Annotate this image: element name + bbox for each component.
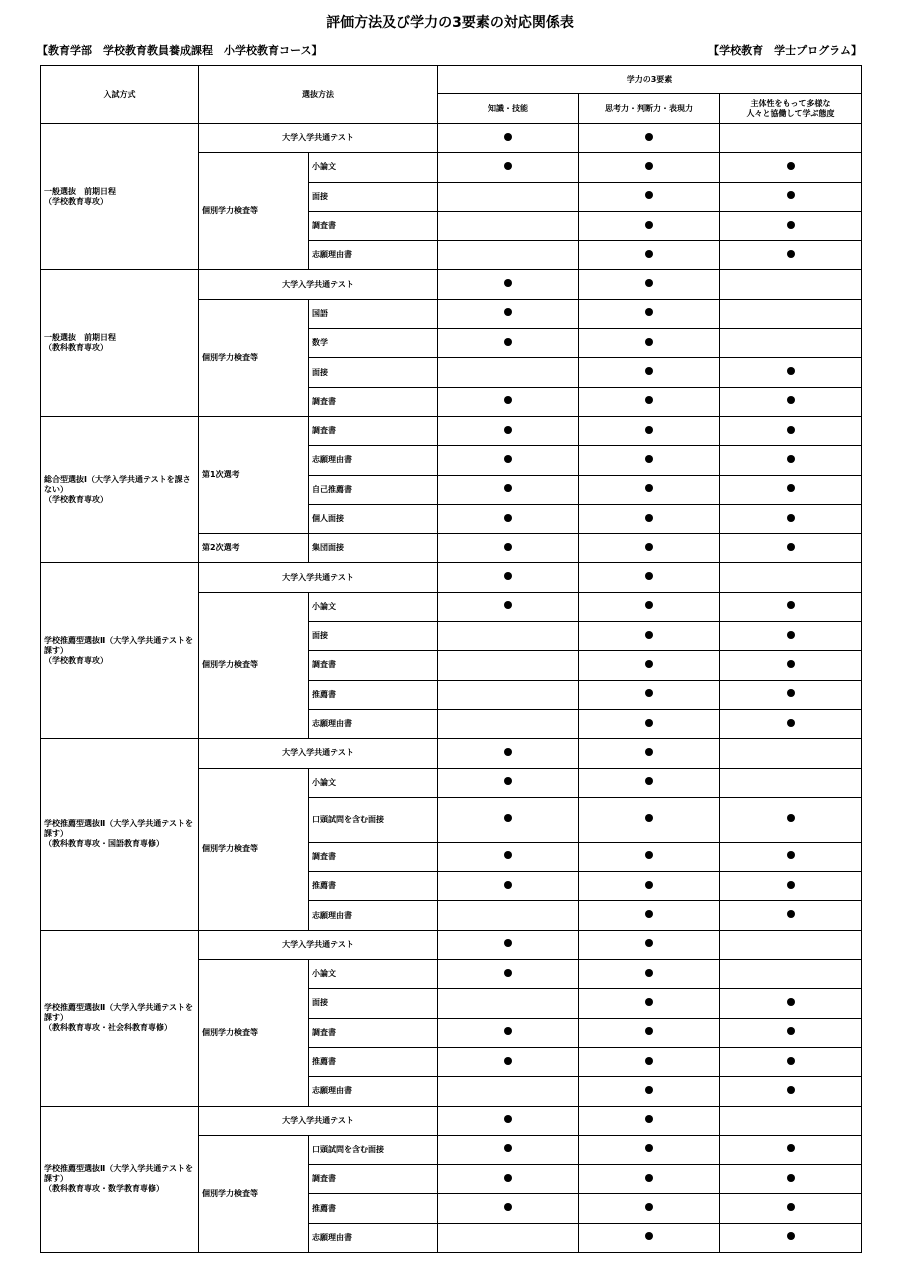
attitude-mark-cell [720,768,862,797]
knowledge-mark-cell [438,842,579,871]
attitude-mark-cell [720,1018,862,1047]
selection-group-cell: 個別学力検査等 [199,960,309,1106]
knowledge-mark-cell [438,989,579,1018]
bullet-mark [645,1057,653,1065]
bullet-mark [645,543,653,551]
attitude-mark-cell [720,504,862,533]
knowledge-mark-cell [438,153,579,182]
selection-item-cell: 面接 [309,182,438,211]
table-row [41,930,862,959]
selection-group-cell: 第1次選考 [199,416,309,533]
selection-group-cell: 個別学力検査等 [199,1135,309,1252]
knowledge-mark-cell [438,329,579,358]
page-title: 評価方法及び学力の3要素の対応関係表 [326,15,574,31]
header-elements: 学力の3要素 [438,66,862,94]
bullet-mark [787,1057,795,1065]
bullet-mark [645,601,653,609]
bullet-mark [645,514,653,522]
bullet-mark [504,1057,512,1065]
knowledge-mark-cell [438,475,579,504]
bullet-mark [645,133,653,141]
attitude-mark-cell [720,534,862,563]
bullet-mark [645,998,653,1006]
attitude-mark-cell [720,1165,862,1194]
method-cell: 学校推薦型選抜Ⅱ（大学入学共通テストを課す） （教科教育専攻・国語教育専修） [41,739,199,930]
knowledge-mark-cell [438,768,579,797]
bullet-mark [504,881,512,889]
attitude-mark-cell [720,475,862,504]
thinking-mark-cell [579,709,720,738]
bullet-mark [645,279,653,287]
selection-group-cell: 個別学力検査等 [199,153,309,270]
bullet-mark [645,572,653,580]
thinking-mark-cell [579,651,720,680]
bullet-mark [504,1027,512,1035]
bullet-mark [504,814,512,822]
bullet-mark [645,910,653,918]
knowledge-mark-cell [438,124,579,153]
bullet-mark [645,1203,653,1211]
selection-item-cell: 小論文 [309,768,438,797]
attitude-mark-cell [720,1047,862,1076]
common-test-cell: 大学入学共通テスト [199,1106,438,1135]
table-row [41,270,862,299]
selection-group-cell: 個別学力検査等 [199,768,309,930]
selection-item-cell: 国語 [309,299,438,328]
bullet-mark [645,939,653,947]
knowledge-mark-cell [438,622,579,651]
bullet-mark [645,881,653,889]
attitude-mark-cell [720,1106,862,1135]
bullet-mark [645,426,653,434]
header-attitude: 主体性をもって多様な 人々と協働して学ぶ態度 [720,94,862,124]
method-cell: 学校推薦型選抜Ⅱ（大学入学共通テストを課す） （学校教育専攻） [41,563,199,739]
bullet-mark [645,719,653,727]
attitude-mark-cell [720,358,862,387]
attitude-mark-cell [720,1135,862,1164]
bullet-mark [787,1203,795,1211]
thinking-mark-cell [579,270,720,299]
attitude-mark-cell [720,211,862,240]
bullet-mark [645,1086,653,1094]
thinking-mark-cell [579,680,720,709]
common-test-cell: 大学入学共通テスト [199,124,438,153]
knowledge-mark-cell [438,739,579,768]
selection-item-cell: 志願理由書 [309,901,438,930]
method-cell: 学校推薦型選抜Ⅱ（大学入学共通テストを課す） （教科教育専攻・数学教育専修） [41,1106,199,1252]
selection-item-cell: 小論文 [309,960,438,989]
bullet-mark [504,1174,512,1182]
selection-item-cell: 推薦書 [309,680,438,709]
attitude-mark-cell [720,872,862,901]
bullet-mark [787,367,795,375]
method-cell: 学校推薦型選抜Ⅱ（大学入学共通テストを課す） （教科教育専攻・社会科教育専修） [41,930,199,1106]
attitude-mark-cell [720,446,862,475]
attitude-mark-cell [720,416,862,445]
bullet-mark [787,191,795,199]
bullet-mark [504,777,512,785]
bullet-mark [504,1144,512,1152]
attitude-mark-cell [720,680,862,709]
table-row [41,739,862,768]
thinking-mark-cell [579,504,720,533]
bullet-mark [645,396,653,404]
header-knowledge: 知識・技能 [438,94,579,124]
attitude-mark-cell [720,1077,862,1106]
selection-item-cell: 集団面接 [309,534,438,563]
selection-item-cell: 志願理由書 [309,1223,438,1252]
knowledge-mark-cell [438,1047,579,1076]
selection-item-cell: 調査書 [309,1018,438,1047]
thinking-mark-cell [579,739,720,768]
thinking-mark-cell [579,989,720,1018]
bullet-mark [504,396,512,404]
table-row [41,563,862,592]
knowledge-mark-cell [438,416,579,445]
thinking-mark-cell [579,387,720,416]
table-row [41,416,862,445]
method-cell: 総合型選抜Ⅰ（大学入学共通テストを課さない） （学校教育専攻） [41,416,199,562]
selection-item-cell: 志願理由書 [309,1077,438,1106]
bullet-mark [645,367,653,375]
thinking-mark-cell [579,299,720,328]
knowledge-mark-cell [438,872,579,901]
attitude-mark-cell [720,182,862,211]
bullet-mark [645,191,653,199]
bullet-mark [787,250,795,258]
bullet-mark [787,221,795,229]
bullet-mark [645,1144,653,1152]
thinking-mark-cell [579,211,720,240]
bullet-mark [787,1144,795,1152]
bullet-mark [645,455,653,463]
attitude-mark-cell [720,709,862,738]
attitude-mark-cell [720,124,862,153]
selection-item-cell: 調査書 [309,416,438,445]
bullet-mark [787,162,795,170]
bullet-mark [645,221,653,229]
selection-group-cell: 個別学力検査等 [199,592,309,738]
knowledge-mark-cell [438,1194,579,1223]
thinking-mark-cell [579,768,720,797]
bullet-mark [787,631,795,639]
bullet-mark [645,1027,653,1035]
bullet-mark [787,689,795,697]
selection-item-cell: 志願理由書 [309,241,438,270]
bullet-mark [504,338,512,346]
selection-item-cell: 小論文 [309,153,438,182]
header-selection: 選抜方法 [199,66,438,124]
thinking-mark-cell [579,475,720,504]
thinking-mark-cell [579,241,720,270]
thinking-mark-cell [579,872,720,901]
thinking-mark-cell [579,329,720,358]
attitude-mark-cell [720,1223,862,1252]
knowledge-mark-cell [438,387,579,416]
bullet-mark [645,851,653,859]
common-test-cell: 大学入学共通テスト [199,270,438,299]
bullet-mark [787,455,795,463]
method-cell: 一般選抜 前期日程 （教科教育専攻） [41,270,199,416]
bullet-mark [645,1232,653,1240]
bullet-mark [645,162,653,170]
thinking-mark-cell [579,960,720,989]
knowledge-mark-cell [438,592,579,621]
thinking-mark-cell [579,1106,720,1135]
selection-item-cell: 推薦書 [309,1194,438,1223]
selection-item-cell: 調査書 [309,842,438,871]
knowledge-mark-cell [438,504,579,533]
bullet-mark [787,881,795,889]
selection-item-cell: 口頭試問を含む面接 [309,1135,438,1164]
knowledge-mark-cell [438,797,579,842]
attitude-mark-cell [720,842,862,871]
knowledge-mark-cell [438,446,579,475]
thinking-mark-cell [579,358,720,387]
thinking-mark-cell [579,153,720,182]
attitude-mark-cell [720,960,862,989]
common-test-cell: 大学入学共通テスト [199,739,438,768]
bullet-mark [787,1086,795,1094]
thinking-mark-cell [579,563,720,592]
bullet-mark [645,484,653,492]
bullet-mark [645,1115,653,1123]
bullet-mark [645,631,653,639]
knowledge-mark-cell [438,930,579,959]
bullet-mark [787,426,795,434]
bullet-mark [504,748,512,756]
bullet-mark [504,1203,512,1211]
bullet-mark [504,543,512,551]
bullet-mark [787,1027,795,1035]
bullet-mark [645,777,653,785]
header-method: 入試方式 [41,66,199,124]
selection-item-cell: 口頭試問を含む面接 [309,797,438,842]
bullet-mark [504,601,512,609]
table-row [41,124,862,153]
thinking-mark-cell [579,797,720,842]
knowledge-mark-cell [438,901,579,930]
bullet-mark [787,851,795,859]
bullet-mark [504,939,512,947]
selection-item-cell: 推薦書 [309,1047,438,1076]
thinking-mark-cell [579,124,720,153]
bullet-mark [787,601,795,609]
method-cell: 一般選抜 前期日程 （学校教育専攻） [41,124,199,270]
bullet-mark [645,689,653,697]
common-test-cell: 大学入学共通テスト [199,930,438,959]
selection-item-cell: 面接 [309,358,438,387]
attitude-mark-cell [720,299,862,328]
table-row [41,1106,862,1135]
thinking-mark-cell [579,534,720,563]
knowledge-mark-cell [438,960,579,989]
knowledge-mark-cell [438,1223,579,1252]
selection-item-cell: 志願理由書 [309,709,438,738]
knowledge-mark-cell [438,709,579,738]
bullet-mark [645,1174,653,1182]
selection-item-cell: 面接 [309,989,438,1018]
attitude-mark-cell [720,1194,862,1223]
bullet-mark [645,338,653,346]
thinking-mark-cell [579,592,720,621]
bullet-mark [504,969,512,977]
thinking-mark-cell [579,1135,720,1164]
selection-item-cell: 面接 [309,622,438,651]
attitude-mark-cell [720,387,862,416]
thinking-mark-cell [579,1047,720,1076]
bullet-mark [787,1232,795,1240]
knowledge-mark-cell [438,182,579,211]
knowledge-mark-cell [438,1077,579,1106]
bullet-mark [645,660,653,668]
attitude-mark-cell [720,241,862,270]
thinking-mark-cell [579,1223,720,1252]
bullet-mark [645,814,653,822]
knowledge-mark-cell [438,534,579,563]
thinking-mark-cell [579,1165,720,1194]
knowledge-mark-cell [438,241,579,270]
knowledge-mark-cell [438,651,579,680]
selection-item-cell: 志願理由書 [309,446,438,475]
bullet-mark [787,719,795,727]
selection-item-cell: 調査書 [309,211,438,240]
knowledge-mark-cell [438,1165,579,1194]
bullet-mark [787,998,795,1006]
thinking-mark-cell [579,1018,720,1047]
bullet-mark [504,279,512,287]
selection-item-cell: 自己推薦書 [309,475,438,504]
bullet-mark [504,514,512,522]
thinking-mark-cell [579,930,720,959]
thinking-mark-cell [579,182,720,211]
knowledge-mark-cell [438,211,579,240]
knowledge-mark-cell [438,270,579,299]
bullet-mark [504,455,512,463]
attitude-mark-cell [720,901,862,930]
attitude-mark-cell [720,989,862,1018]
knowledge-mark-cell [438,1018,579,1047]
attitude-mark-cell [720,270,862,299]
knowledge-mark-cell [438,1135,579,1164]
thinking-mark-cell [579,1077,720,1106]
bullet-mark [645,748,653,756]
bullet-mark [787,660,795,668]
thinking-mark-cell [579,446,720,475]
knowledge-mark-cell [438,358,579,387]
selection-item-cell: 小論文 [309,592,438,621]
bullet-mark [787,814,795,822]
selection-item-cell: 数学 [309,329,438,358]
bullet-mark [504,133,512,141]
selection-item-cell: 調査書 [309,1165,438,1194]
bullet-mark [504,426,512,434]
selection-item-cell: 個人面接 [309,504,438,533]
thinking-mark-cell [579,416,720,445]
thinking-mark-cell [579,1194,720,1223]
bullet-mark [787,484,795,492]
attitude-mark-cell [720,563,862,592]
selection-group-cell: 第2次選考 [199,534,309,563]
bullet-mark [787,514,795,522]
selection-item-cell: 推薦書 [309,872,438,901]
common-test-cell: 大学入学共通テスト [199,563,438,592]
bullet-mark [645,250,653,258]
bullet-mark [504,572,512,580]
thinking-mark-cell [579,901,720,930]
thinking-mark-cell [579,842,720,871]
knowledge-mark-cell [438,563,579,592]
bullet-mark [504,162,512,170]
faculty-label: 【教育学部 学校教育教員養成課程 小学校教育コース】 [37,44,323,57]
attitude-mark-cell [720,651,862,680]
attitude-mark-cell [720,622,862,651]
bullet-mark [787,543,795,551]
evaluation-table [40,65,862,1253]
bullet-mark [504,1115,512,1123]
attitude-mark-cell [720,930,862,959]
knowledge-mark-cell [438,299,579,328]
knowledge-mark-cell [438,1106,579,1135]
attitude-mark-cell [720,592,862,621]
thinking-mark-cell [579,622,720,651]
knowledge-mark-cell [438,680,579,709]
selection-item-cell: 調査書 [309,387,438,416]
selection-group-cell: 個別学力検査等 [199,299,309,416]
attitude-mark-cell [720,153,862,182]
attitude-mark-cell [720,797,862,842]
bullet-mark [504,308,512,316]
bullet-mark [504,851,512,859]
bullet-mark [645,969,653,977]
bullet-mark [787,1174,795,1182]
bullet-mark [504,484,512,492]
attitude-mark-cell [720,739,862,768]
program-label: 【学校教育 学士プログラム】 [708,44,862,57]
attitude-mark-cell [720,329,862,358]
selection-item-cell: 調査書 [309,651,438,680]
bullet-mark [787,910,795,918]
table-body [41,124,862,1253]
bullet-mark [787,396,795,404]
header-thinking: 思考力・判断力・表現力 [579,94,720,124]
bullet-mark [645,308,653,316]
